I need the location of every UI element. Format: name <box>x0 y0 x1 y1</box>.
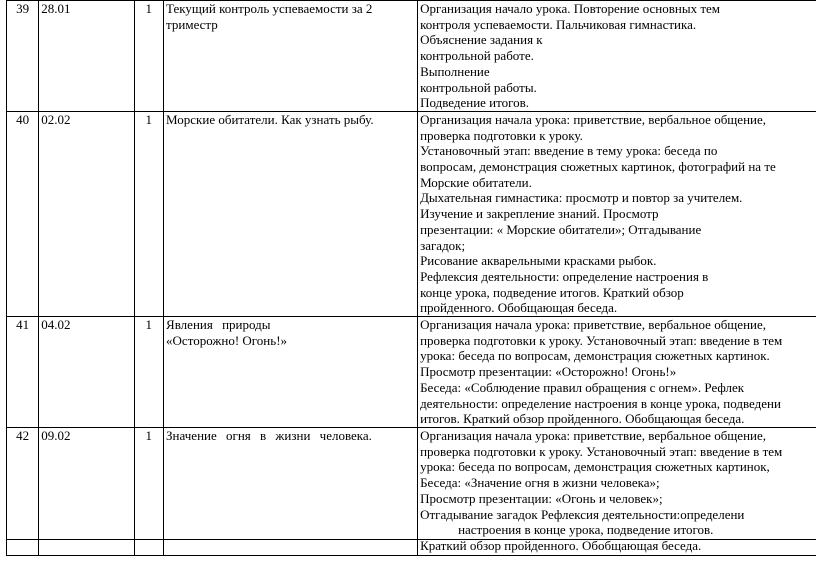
content-line: Отгадывание загадок Рефлексия деятельности:определени <box>420 506 745 522</box>
table-row <box>7 317 816 428</box>
content-line: Беседа: «Соблюдение правил обращения с огнем». Рефлек <box>420 379 745 395</box>
topic-line: «Осторожно! Огонь!» <box>166 332 288 348</box>
hours-cell <box>134 317 164 428</box>
topic-line: триместр <box>166 16 218 32</box>
content-line: контрольной работы. <box>420 79 537 95</box>
lesson-hours: 1 <box>145 1 153 16</box>
content-line: Организация начала урока: приветствие, вербальное общение, <box>420 427 767 443</box>
content-line: Выполнение <box>420 63 490 79</box>
content-line: проверка подготовки к уроку. Установочный этап: введение в тем <box>420 332 783 348</box>
content-cell <box>418 427 816 555</box>
content-line: загадок; <box>420 237 466 253</box>
content-line: урока: беседа по вопросам, демонстрация сюжетных картинок. <box>420 348 770 364</box>
content-line: Организация начала урока: приветствие, вербальное общение, <box>420 111 767 127</box>
hours-cell <box>134 1 164 112</box>
topic-cell <box>164 111 418 316</box>
row-number-cell <box>7 1 39 112</box>
content-line: Беседа: «Значение огня в жизни человека»; <box>420 475 660 491</box>
content-line: контрольной работе. <box>420 48 534 64</box>
row-number: 41 <box>16 317 30 333</box>
topic-line: Явления природы <box>166 317 271 333</box>
content-line: пройденного. Обобщающая беседа. <box>420 300 618 316</box>
content-line: Рефлексия деятельности: определение настроения в <box>420 268 709 284</box>
content-line: Рисование акварельными красками рыбок. <box>420 253 657 269</box>
lesson-date: 28.01 <box>41 1 71 16</box>
content-line: настроения в конце урока, подведение итогов. <box>458 522 714 538</box>
content-line: Изучение и закрепление знаний. Просмотр <box>420 206 659 222</box>
content-line: проверка подготовки к уроку. Установочный этап: введение в тем <box>420 443 783 459</box>
lesson-date: 09.02 <box>41 427 71 443</box>
row-number: 40 <box>16 111 30 127</box>
content-line: вопросам, демонстрация сюжетных картинок, фотографий на те <box>420 159 776 175</box>
content-line: Дыхательная гимнастика: просмотр и повтор за учителем. <box>420 190 743 206</box>
row-number: 39 <box>16 1 30 16</box>
content-line: Просмотр презентации: «Огонь и человек»; <box>420 490 663 506</box>
content-line: контроля успеваемости. Пальчиковая гимнастика. <box>420 16 697 32</box>
date-cell <box>39 317 134 428</box>
topic-cell <box>164 427 418 555</box>
lesson-date: 02.02 <box>41 111 71 127</box>
topic-cell <box>164 1 418 112</box>
content-cell <box>418 1 816 112</box>
content-cell <box>418 317 816 428</box>
lesson-date: 04.02 <box>41 317 71 333</box>
table-row <box>7 427 816 555</box>
table-bottom-rule <box>6 539 816 540</box>
topic-line: Морские обитатели. Как узнать рыбу. <box>166 111 374 127</box>
lesson-hours: 1 <box>145 317 153 333</box>
content-line: деятельности: определение настроения в конце урока, подведени <box>420 395 781 411</box>
date-cell <box>39 111 134 316</box>
table-row <box>7 111 816 316</box>
lesson-hours: 1 <box>145 427 153 443</box>
content-line: Подведение итогов. <box>420 95 530 111</box>
table-row <box>7 1 816 112</box>
hours-cell <box>134 111 164 316</box>
row-number: 42 <box>16 427 30 443</box>
topic-line: Текущий контроль успеваемости за 2 <box>166 1 373 16</box>
content-line: Организация начало урока. Повторение основных тем <box>420 1 720 16</box>
lesson-plan-document <box>6 0 816 556</box>
content-line: Краткий обзор пройденного. Обобщающая беседа. <box>420 537 702 553</box>
content-line: конце урока, подведение итогов. Краткий обзор <box>420 284 684 300</box>
row-number-cell <box>7 427 39 555</box>
content-line: Объяснение задания к <box>420 32 543 48</box>
content-line: Просмотр презентации: «Осторожно! Огонь!» <box>420 364 677 380</box>
date-cell <box>39 1 134 112</box>
content-line: Установочный этап: введение в тему урока: беседа по <box>420 143 718 159</box>
date-cell <box>39 427 134 555</box>
content-line: Организация начала урока: приветствие, вербальное общение, <box>420 317 767 333</box>
content-line: итогов. Краткий обзор пройденного. Обобщающая беседа. <box>420 411 745 427</box>
hours-cell <box>134 427 164 555</box>
content-line: презентации: « Морские обитатели»; Отгадывание <box>420 221 702 237</box>
row-number-cell <box>7 317 39 428</box>
content-line: проверка подготовки к уроку. <box>420 127 583 143</box>
lesson-hours: 1 <box>145 111 153 127</box>
row-number-cell <box>7 111 39 316</box>
content-line: Морские обитатели. <box>420 174 532 190</box>
topic-line: Значение огня в жизни человека. <box>166 427 372 443</box>
content-cell <box>418 111 816 316</box>
lesson-plan-table <box>6 0 816 556</box>
topic-cell <box>164 317 418 428</box>
content-line: урока: беседа по вопросам, демонстрация сюжетных картинок, <box>420 459 770 475</box>
